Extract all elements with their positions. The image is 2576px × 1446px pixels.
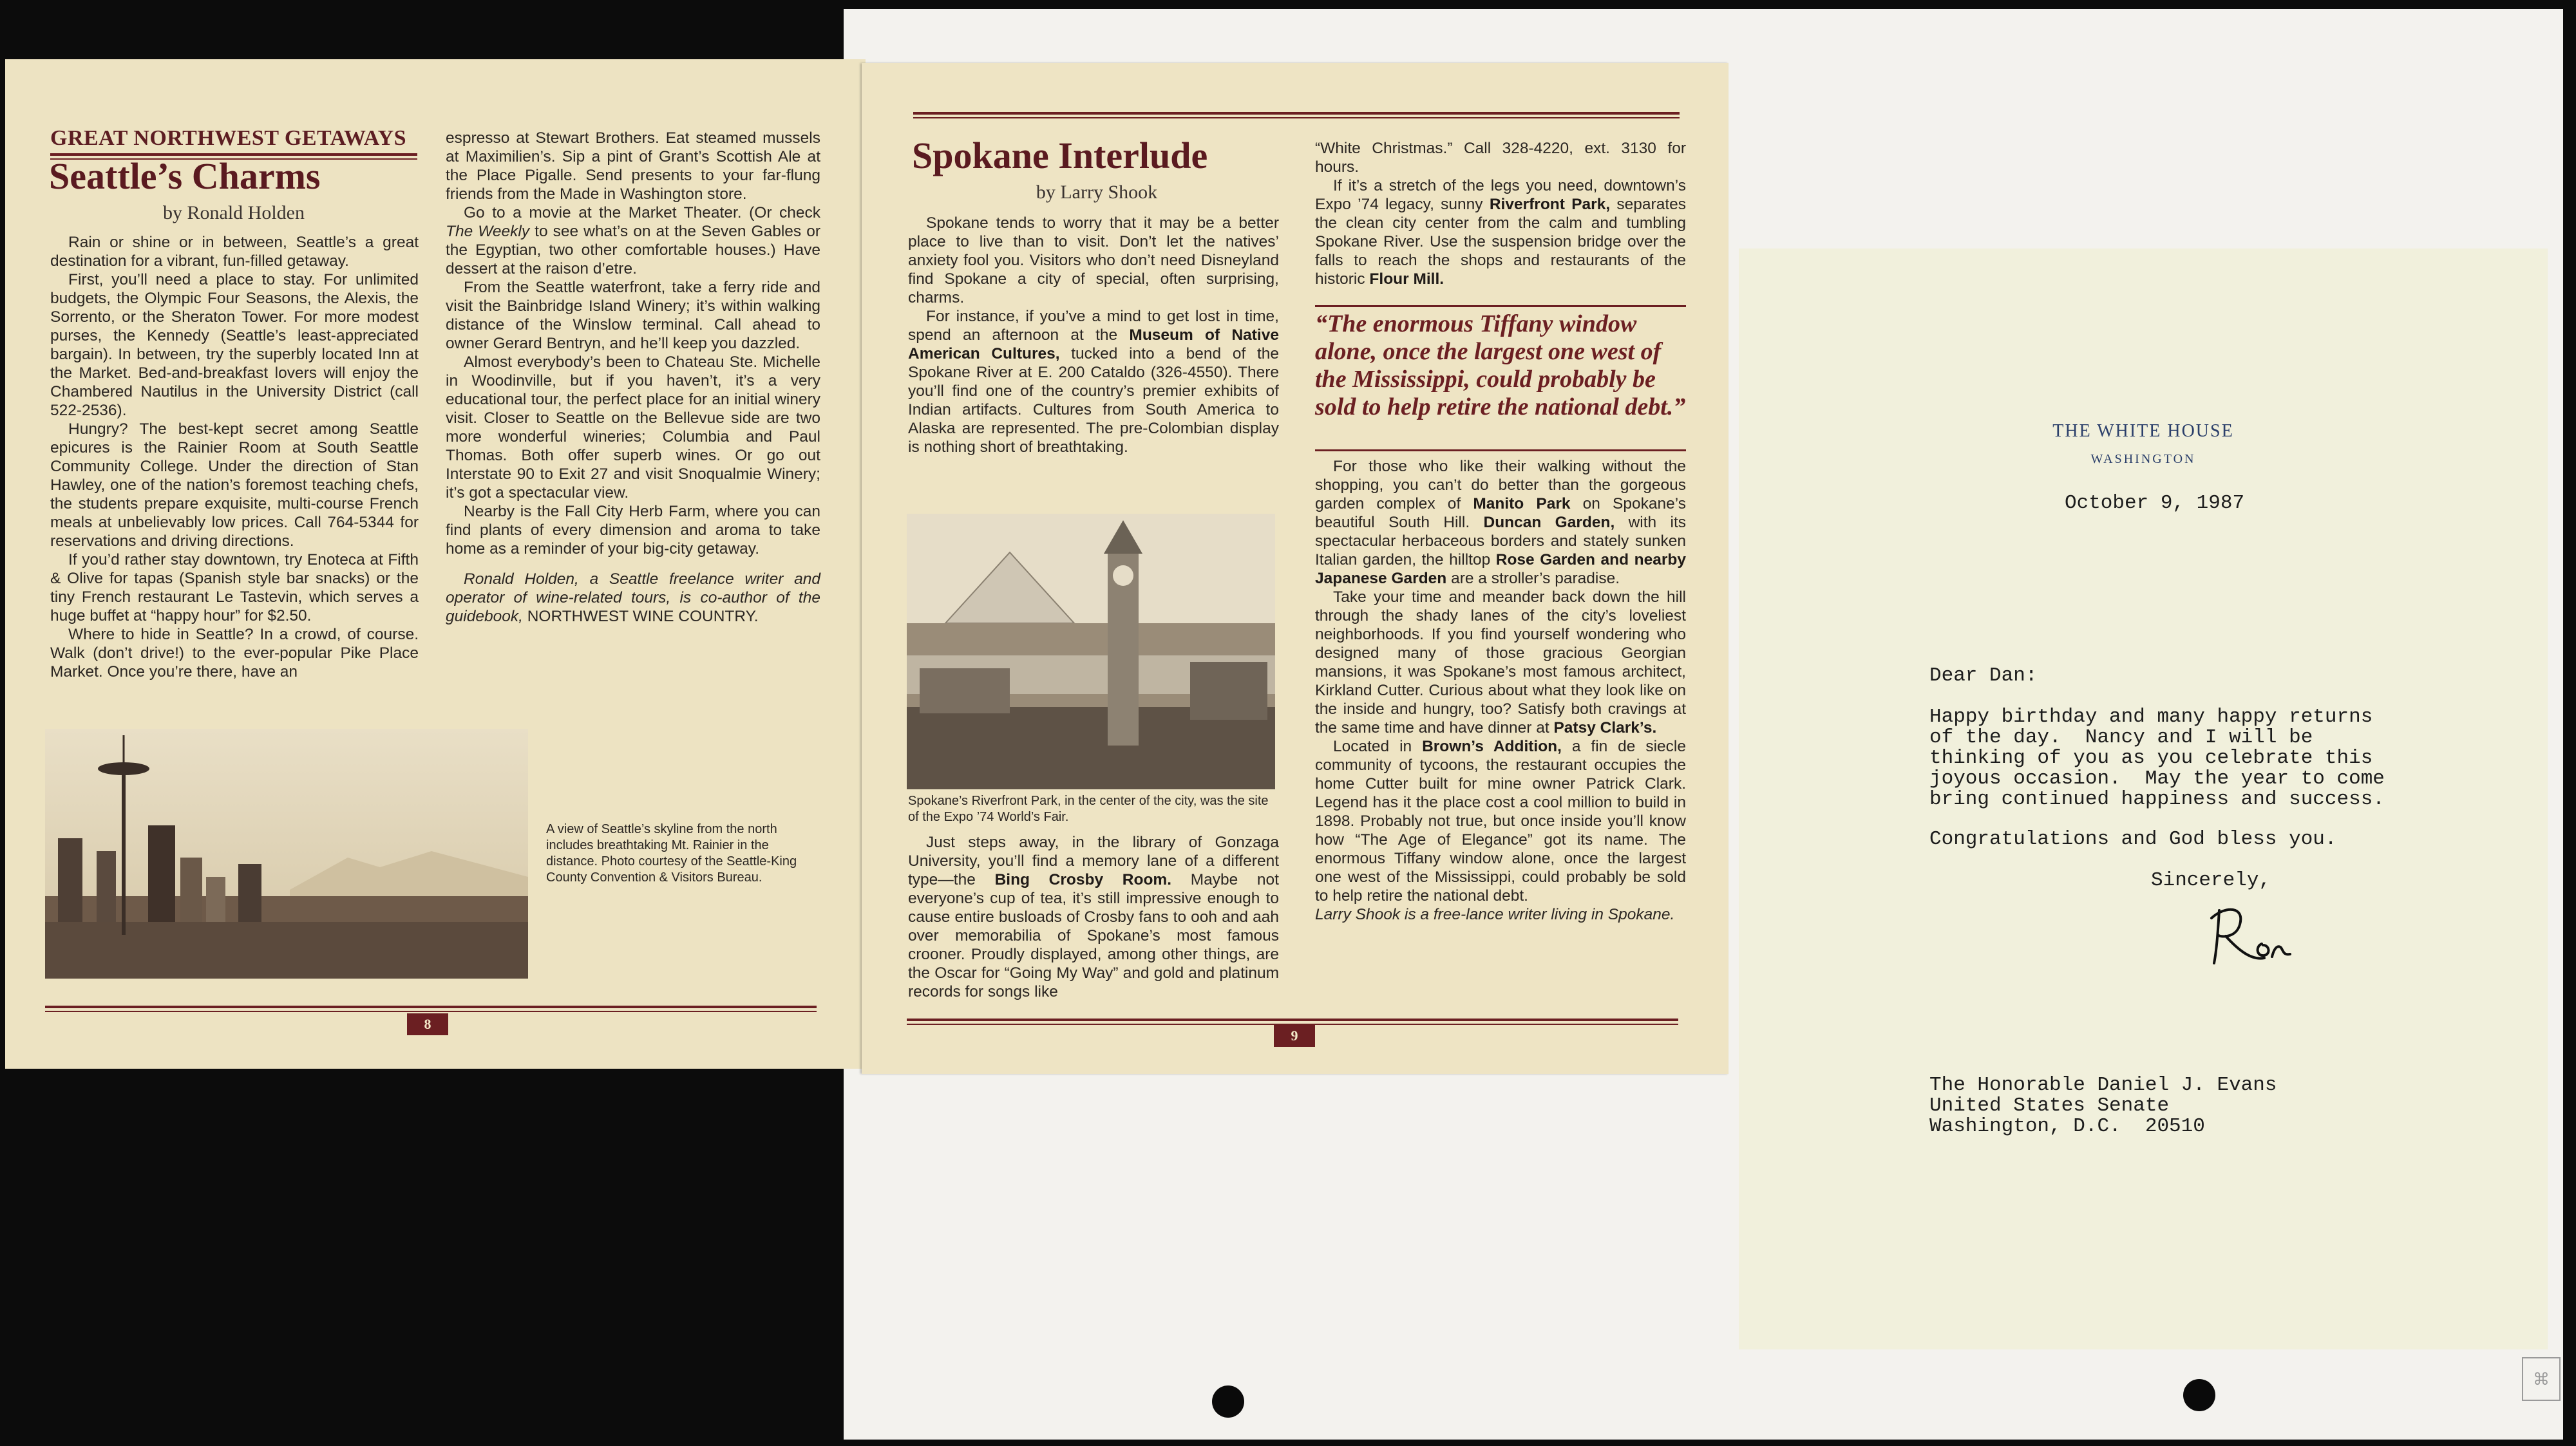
seattle-skyline-photo (45, 729, 528, 979)
punch-hole-right (2183, 1379, 2215, 1411)
article-column-1 (908, 214, 1279, 456)
article-title: Spokane Interlude (912, 135, 1208, 176)
letterhead: THE WHITE HOUSE (2052, 421, 2234, 441)
author-bio: Larry Shook is a free-lance writer living in Spokane. (1315, 906, 1675, 923)
author-bio: Ronald Holden, a Seattle freelance writer and operator of wine-related tours, is co-author of the guidebook, NORTHWEST WINE COUNTRY. (446, 570, 820, 625)
paragraph: Spokane tends to worry that it may be a better place to live than to visit. Don’t let the natives’ anxiety fool you. Visitors who don’t need Disneyland find Spokane a city of special, often surprising, charms. (908, 214, 1279, 306)
footer-rule (907, 1019, 1678, 1025)
magazine-page-9 (862, 63, 1728, 1074)
closing-line: Congratulations and God bless you. (1929, 828, 2337, 850)
paragraph: Just steps away, in the library of Gonzaga University, you’ll find a memory lane of a different type—the Bing Crosby Room. Maybe not everyone’s cup of tea, it’s still impressive enough to cause entire busloads of Crosby fans to ooh and aah over memorabilia of Spokane’s most famous crooner. Proudly displayed, among other things, are the Oscar for “Going My Way” and gold and platinum records for songs like (908, 834, 1279, 1000)
paragraph: For those who like their walking without the shopping, you can’t do better than the gorgeous garden complex of Manito Park on Spokane’s beautiful South Hill. Duncan Garden, with its spectacular herbaceous borders and stately sunken Italian garden, the hilltop Rose Garden and nearby Japanese Garden are a stroller’s paradise. (1315, 458, 1687, 587)
magazine-page-8 (5, 59, 866, 1069)
paragraph: Almost everybody’s been to Chateau Ste. Michelle in Woodinville, but if you haven’t, it’s a very educational tour, the perfect place for an initial winery visit. Closer to Seattle on the Bellevue side are two more wonderful wineries; Columbia and Paul Thomas. Both offer superb wines. Or go out Interstate 90 to Exit 27 and visit Snoqualmie Winery; it’s got a spectacular view. (446, 353, 820, 502)
salutation: Dear Dan: (1929, 664, 2038, 687)
white-house-letter (1739, 249, 2548, 1349)
paragraph: Go to a movie at the Market Theater. (Or check The Weekly to see what’s on at the Seven Gables or the Egyptian, two other comfortable houses.) Have dessert at the raison d’etre. (446, 204, 821, 277)
paragraph: Take your time and meander back down the hill through the shady lanes of the city’s loveliest neighborhoods. If you find yourself wondering who designed many of those gracious Georgian mansions, it was Spokane’s most famous architect, Kirkland Cutter. Curious about what they look like on the inside and hungry, too? Satisfy both cravings at the same time and have dinner at Patsy Clark’s. (1315, 588, 1686, 737)
archive-stamp-icon: ⌘ (2522, 1357, 2561, 1401)
article-column-1-continued (908, 833, 1279, 1001)
paragraph: If it’s a stretch of the legs you need, downtown’s Expo ’74 legacy, sunny Riverfront Park, separates the clean city center from the calm and tumbling Spokane River. Use the suspension bridge over the falls to reach the shops and restaurants of the historic Flour Mill. (1315, 177, 1686, 288)
footer-rule (45, 1006, 817, 1012)
article-column-2 (1315, 139, 1686, 288)
paragraph: Where to hide in Seattle? In a crowd, of course. Walk (don’t drive!) to the ever-popular Pike Place Market. Once you’re there, have an (50, 626, 419, 681)
article-column-2-continued (1315, 457, 1686, 924)
page-number: 8 (407, 1013, 448, 1035)
photo-caption: A view of Seattle’s skyline from the north includes breathtaking Mt. Rainier in the distance. Photo courtesy of the Seattle-King County Convention & Visitors Bureau. (546, 822, 797, 885)
article-column-2 (446, 129, 820, 626)
paragraph: Located in Brown’s Addition, a fin de siecle community of tycoons, the restaurant occupies the home Cutter built for mine owner Patrick Clark. Legend has it the place cost a cool million to build in 1898. Probably not true, but once inside you’ll know how “The Age of Elegance” got its name. The enormous Tiffany window alone, once the largest one west of the Mississippi, could probably be sold to help retire the national debt. (1315, 738, 1686, 905)
pull-quote: “The enormous Tiffany window alone, once the largest one west of the Mississippi, could probably be sold to help retire the national debt.” (1315, 310, 1686, 420)
pullquote-rule-bottom (1315, 449, 1686, 451)
paragraph: espresso at Stewart Brothers. Eat steamed mussels at Maximilien’s. Sip a pint of Grant’s Scottish Ale at the Place Pigalle. Send presents to your far-flung friends from the Made in Washington store. (446, 129, 820, 203)
letter-date: October 9, 1987 (2065, 492, 2245, 514)
header-rule (913, 112, 1680, 118)
recipient-address: The Honorable Daniel J. Evans United States Senate Washington, D.C. 20510 (1929, 1074, 2277, 1138)
riverfront-park-photo (907, 514, 1275, 789)
article-byline: by Ronald Holden (163, 202, 305, 223)
paragraph: Nearby is the Fall City Herb Farm, where you can find plants of every dimension and aroma to take home as a reminder of your big-city getaway. (446, 503, 820, 558)
paragraph: If you’d rather stay downtown, try Enoteca at Fifth & Olive for tapas (Spanish style bar snacks) or the tiny French restaurant Le Tastevin, which serves a huge buffet at “happy hour” for $2.50. (50, 551, 419, 624)
article-byline: by Larry Shook (1036, 182, 1158, 203)
paragraph: Hungry? The best-kept secret among Seattle epicures is the Rainier Room at South Seattle Community College. Under the direction of Stan Hawley, one of the nation’s foremost teaching chefs, the students prepare exquisite, multi-course French meals at unbelievably low prices. Call 764-5344 for reservations and driving directions. (50, 420, 419, 550)
paragraph: “White Christmas.” Call 328-4220, ext. 3130 for hours. (1315, 140, 1686, 176)
punch-hole-left (1212, 1385, 1244, 1418)
letterhead-city: WASHINGTON (2090, 452, 2196, 466)
paragraph: Rain or shine or in between, Seattle’s a great destination for a vibrant, fun-filled getaway. (50, 234, 419, 270)
paragraph: From the Seattle waterfront, take a ferry ride and visit the Bainbridge Island Winery; it’s within walking distance of the Winslow terminal. Call ahead to owner Gerard Bentryn, and he’ll keep you dazzled. (446, 279, 820, 352)
article-column-1 (50, 233, 419, 681)
signature-graphic (2200, 899, 2303, 970)
section-kicker: GREAT NORTHWEST GETAWAYS (50, 126, 407, 150)
photo-caption: Spokane’s Riverfront Park, in the center of the city, was the site of the Expo ’74 World’s Fair. (908, 794, 1269, 824)
letter-body: Happy birthday and many happy returns of the day. Nancy and I will be thinking of you as you celebrate this joyous occasion. May the year to come bring continued happiness and success. (1929, 706, 2385, 811)
valediction: Sincerely, (2151, 869, 2271, 892)
page-number: 9 (1274, 1025, 1315, 1047)
article-title: Seattle’s Charms (49, 155, 321, 197)
paragraph: First, you’ll need a place to stay. For unlimited budgets, the Olympic Four Seasons, the Alexis, the Sorrento, or the Sheraton Tower. For more modest purses, the Kennedy (Seattle’s least-appreciated bargain). In between, try the superbly located Inn at the Market. Bed-and-breakfast lovers will enjoy the Chambered Nautilus in the University District (call 522-2536). (50, 271, 419, 419)
paragraph: For instance, if you’ve a mind to get lost in time, spend an afternoon at the Museum of Native American Cultures, tucked into a bend of the Spokane River at E. 200 Cataldo (326-4550). There you’ll find one of the country’s premier exhibits of Indian artifacts. Cultures from South America to Alaska are represented. The pre-Colombian display is nothing short of breathtaking. (908, 308, 1279, 456)
pullquote-rule-top (1315, 305, 1686, 307)
